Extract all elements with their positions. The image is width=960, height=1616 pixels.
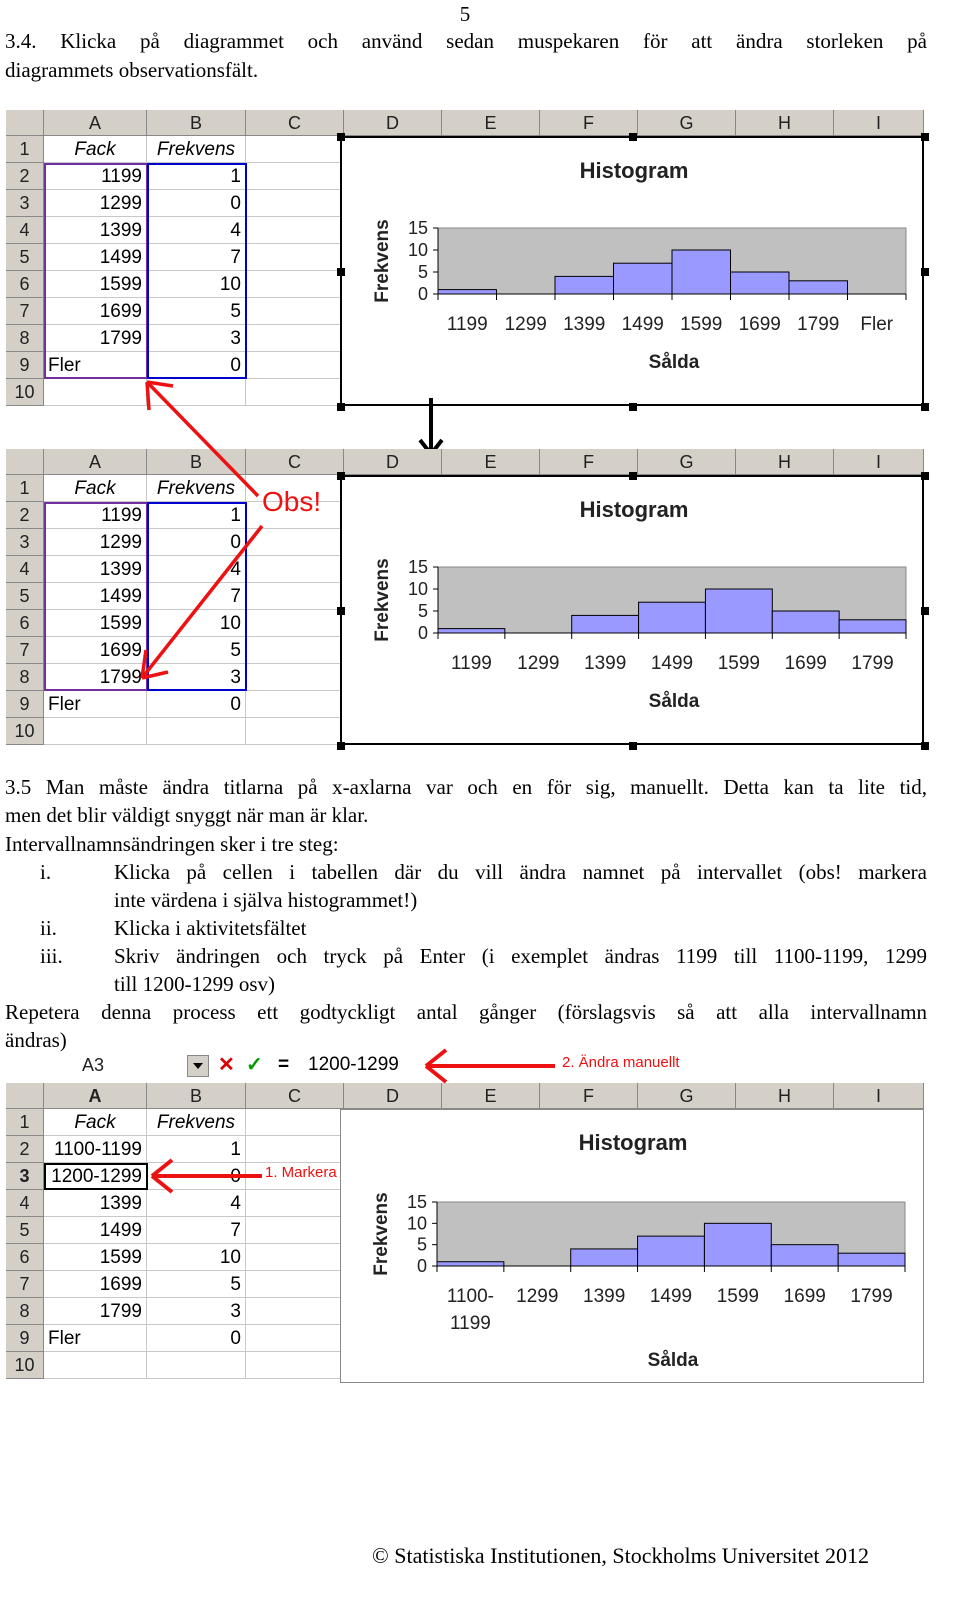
bar-2 [571, 1249, 638, 1266]
row-header-3[interactable]: 3 [6, 190, 44, 217]
cell-empty[interactable] [246, 637, 344, 664]
cell-empty[interactable] [246, 352, 344, 379]
select-all-corner[interactable] [6, 449, 44, 475]
cell-b6[interactable]: 10 [147, 271, 246, 298]
cell-b7[interactable]: 5 [147, 637, 246, 664]
step-iii-marker: iii. [40, 944, 63, 968]
page-number: 5 [459, 2, 471, 26]
cell-a8[interactable]: 1799 [44, 1298, 147, 1325]
chart-title: Histogram [578, 1130, 688, 1155]
x-axis-label: Sålda [648, 691, 700, 712]
step-iii-line-1: Skriv ändringen och tryck på Enter (i exemplet ändras 1199 till 1100-1199, 1299 [114, 944, 927, 968]
x-tick-label: 1100- [446, 1286, 495, 1307]
y-tick-label: 15 [407, 557, 428, 577]
cell-a8[interactable]: 1799 [44, 664, 147, 691]
cell-a6[interactable]: 1599 [44, 610, 147, 637]
row-header-6[interactable]: 6 [6, 610, 44, 637]
bar-4 [705, 589, 772, 633]
cell-b1[interactable]: Frekvens [147, 136, 246, 163]
cell-a9[interactable]: Fler [44, 1325, 147, 1352]
x-tick-label: 1199 [449, 1313, 491, 1334]
active-cell-a3[interactable] [44, 1163, 148, 1190]
row-header-2[interactable]: 2 [6, 502, 44, 529]
select-all-corner[interactable] [6, 110, 44, 136]
cell-a1[interactable]: Fack [44, 136, 147, 163]
cell-a3[interactable]: 1299 [44, 190, 147, 217]
cell-empty[interactable] [246, 610, 344, 637]
cell-empty[interactable] [246, 691, 344, 718]
x-tick-label: 1699 [783, 1286, 826, 1307]
formula-input-value: 1200-1299 [308, 1054, 399, 1075]
x-tick-label: 1399 [584, 653, 627, 674]
step-2-label: 2. Ändra manuellt [562, 1054, 680, 1071]
x-tick-label: 1299 [517, 653, 560, 674]
column-header-e[interactable]: E [442, 1083, 540, 1109]
formula-bar [6, 1052, 924, 1080]
histogram-chart[interactable] [340, 136, 924, 406]
section-35-line-1: 3.5 Man måste ändra titlarna på x-axlarna var och en för sig, manuellt. Detta kan ta lite tid, [5, 775, 927, 799]
steps-intro: Intervallnamnsändringen sker i tre steg: [5, 832, 339, 856]
y-tick-label: 10 [406, 1213, 427, 1234]
cell-b2[interactable]: 1 [147, 502, 246, 529]
y-axis-label: Frekvens [371, 1192, 392, 1276]
cell-a6[interactable]: 1599 [44, 271, 147, 298]
x-tick-label: 1299 [516, 1286, 559, 1307]
y-tick-label: 5 [417, 601, 428, 621]
cell-a4[interactable]: 1399 [44, 1190, 147, 1217]
y-tick-label: 10 [407, 579, 428, 599]
cell-a5[interactable]: 1499 [44, 1217, 147, 1244]
cell-a8[interactable]: 1799 [44, 325, 147, 352]
cell-a10[interactable] [44, 1352, 147, 1379]
cell-b3[interactable]: 0 [147, 1163, 246, 1190]
x-tick-label: Fler [860, 314, 894, 335]
cell-b2[interactable]: 1 [147, 163, 246, 190]
row-header-5[interactable]: 5 [6, 1217, 44, 1244]
cell-b7[interactable]: 5 [147, 1271, 246, 1298]
histogram-svg [341, 1110, 925, 1384]
selection-range-b [147, 163, 247, 379]
step-iii-line-2: till 1200-1299 osv) [114, 972, 275, 996]
repeat-line-2: ändras) [5, 1028, 67, 1052]
cell-empty[interactable] [246, 1244, 344, 1271]
bar-6 [839, 620, 906, 633]
select-all-corner[interactable] [6, 1083, 44, 1109]
cell-empty[interactable] [246, 1136, 344, 1163]
name-box-dropdown[interactable] [187, 1055, 209, 1077]
cell-b6[interactable]: 10 [147, 610, 246, 637]
x-tick-label: 1399 [563, 314, 606, 335]
spreadsheet-1 [6, 110, 924, 406]
cell-b10[interactable] [147, 379, 246, 406]
y-axis-label: Frekvens [372, 558, 393, 642]
cell-empty[interactable] [246, 1325, 344, 1352]
cell-empty[interactable] [246, 718, 344, 745]
column-header-i[interactable]: I [834, 449, 924, 475]
x-tick-label: 1799 [797, 314, 840, 335]
x-tick-label: 1599 [680, 314, 723, 335]
enter-button[interactable]: ✓ [246, 1054, 263, 1076]
row-header-1[interactable]: 1 [6, 475, 44, 502]
x-axis-label: Sålda [647, 1350, 699, 1371]
cell-a2[interactable]: 1199 [44, 163, 147, 190]
spreadsheet-2 [6, 449, 924, 745]
column-header-i[interactable]: I [834, 110, 924, 136]
x-tick-label: 1499 [650, 653, 694, 674]
cell-a10[interactable] [44, 379, 147, 406]
step-ii-marker: ii. [40, 916, 57, 940]
bar-5 [772, 611, 839, 633]
cell-a4[interactable]: 1399 [44, 217, 147, 244]
bar-6 [838, 1253, 905, 1266]
x-tick-label: 1599 [717, 653, 760, 674]
cell-a5[interactable]: 1499 [44, 244, 147, 271]
cell-b9[interactable]: 0 [147, 352, 246, 379]
cell-a6[interactable]: 1599 [44, 1244, 147, 1271]
cell-empty[interactable] [246, 1217, 344, 1244]
y-tick-label: 0 [417, 284, 428, 304]
bar-0 [437, 1262, 504, 1266]
x-tick-label: 1499 [621, 314, 664, 335]
column-header-f[interactable]: F [540, 1083, 638, 1109]
y-axis-label: Frekvens [372, 219, 393, 303]
cell-a1[interactable]: Fack [44, 1109, 147, 1136]
column-header-h[interactable]: H [736, 449, 834, 475]
row-header-5[interactable]: 5 [6, 583, 44, 610]
y-tick-label: 0 [417, 623, 428, 643]
column-header-g[interactable]: G [638, 449, 736, 475]
step-1-label: 1. Markera [265, 1164, 337, 1181]
spreadsheet-3 [6, 1083, 924, 1383]
row-header-1[interactable]: 1 [6, 1109, 44, 1136]
bar-4 [672, 250, 731, 294]
cell-b5[interactable]: 7 [147, 1217, 246, 1244]
histogram-chart[interactable] [340, 475, 924, 745]
cell-empty[interactable] [246, 136, 344, 163]
footer: © Statistiska Institutionen, Stockholms Universitet 2012 [372, 1543, 870, 1568]
name-box[interactable]: A3 [82, 1055, 105, 1075]
bar-0 [438, 629, 505, 633]
cell-a10[interactable] [44, 718, 147, 745]
cell-empty[interactable] [246, 379, 344, 406]
x-tick-label: 1199 [446, 314, 488, 335]
column-header-b[interactable]: B [147, 1083, 246, 1109]
cell-empty[interactable] [246, 583, 344, 610]
cell-empty[interactable] [246, 190, 344, 217]
cell-b8[interactable]: 3 [147, 664, 246, 691]
cell-b5[interactable]: 7 [147, 244, 246, 271]
row-header-5[interactable]: 5 [6, 244, 44, 271]
cancel-button[interactable]: ✕ [218, 1054, 235, 1076]
cell-empty[interactable] [246, 1352, 344, 1379]
bar-5 [771, 1245, 838, 1266]
x-tick-label: 1299 [504, 314, 547, 335]
column-header-c[interactable]: C [246, 110, 344, 136]
column-header-d[interactable]: D [344, 449, 442, 475]
bar-2 [555, 276, 614, 294]
column-header-a[interactable]: A [44, 110, 147, 136]
bar-3 [614, 263, 673, 294]
x-tick-label: 1399 [583, 1286, 626, 1307]
cell-b10[interactable] [147, 718, 246, 745]
cell-b2[interactable]: 1 [147, 1136, 246, 1163]
cell-b4[interactable]: 4 [147, 1190, 246, 1217]
row-header-2[interactable]: 2 [6, 163, 44, 190]
row-header-9[interactable]: 9 [6, 1325, 44, 1352]
cell-b10[interactable] [147, 1352, 246, 1379]
x-tick-label: 1799 [851, 653, 894, 674]
column-header-c[interactable]: C [246, 449, 344, 475]
column-header-f[interactable]: F [540, 449, 638, 475]
row-header-4[interactable]: 4 [6, 1190, 44, 1217]
x-tick-label: 1699 [738, 314, 781, 335]
row-header-10[interactable]: 10 [6, 718, 44, 745]
histogram-svg [342, 138, 926, 408]
column-header-d[interactable]: D [344, 110, 442, 136]
cell-empty[interactable] [246, 271, 344, 298]
cell-a9[interactable]: Fler [44, 352, 147, 379]
cell-b8[interactable]: 3 [147, 325, 246, 352]
column-header-h[interactable]: H [736, 110, 834, 136]
step-i-marker: i. [40, 860, 52, 884]
cell-b4[interactable]: 4 [147, 217, 246, 244]
obs-label: Obs! [262, 486, 322, 517]
cell-b4[interactable]: 4 [147, 556, 246, 583]
bar-0 [438, 290, 497, 294]
column-header-a[interactable]: A [44, 449, 147, 475]
cell-a7[interactable]: 1699 [44, 637, 147, 664]
bar-3 [638, 1236, 705, 1266]
y-tick-label: 5 [417, 262, 428, 282]
x-tick-label: 1599 [716, 1286, 759, 1307]
cell-b9[interactable]: 0 [147, 691, 246, 718]
cell-a9[interactable]: Fler [44, 691, 147, 718]
column-header-i[interactable]: I [834, 1083, 924, 1109]
cell-empty[interactable] [246, 298, 344, 325]
cell-empty[interactable] [246, 163, 344, 190]
cell-b9[interactable]: 0 [147, 1325, 246, 1352]
y-tick-label: 5 [416, 1234, 427, 1255]
row-header-4[interactable]: 4 [6, 217, 44, 244]
y-tick-label: 10 [407, 240, 428, 260]
column-header-g[interactable]: G [638, 1083, 736, 1109]
cell-empty[interactable] [246, 244, 344, 271]
cell-empty[interactable] [246, 217, 344, 244]
cell-a1[interactable]: Fack [44, 475, 147, 502]
column-header-b[interactable]: B [147, 110, 246, 136]
cell-a3[interactable]: 1299 [44, 529, 147, 556]
row-header-10[interactable]: 10 [6, 1352, 44, 1379]
step-i-line-2: inte värdena i själva histogrammet!) [114, 888, 418, 912]
row-header-4[interactable]: 4 [6, 556, 44, 583]
x-tick-label: 1799 [850, 1286, 893, 1307]
chevron-down-icon [193, 1063, 203, 1069]
cell-empty[interactable] [246, 325, 344, 352]
column-header-f[interactable]: F [540, 110, 638, 136]
column-header-g[interactable]: G [638, 110, 736, 136]
column-header-h[interactable]: H [736, 1083, 834, 1109]
cell-b3[interactable]: 0 [147, 190, 246, 217]
x-tick-label: 1199 [450, 653, 492, 674]
column-header-b[interactable]: B [147, 449, 246, 475]
cell-empty[interactable] [246, 1298, 344, 1325]
row-header-8[interactable]: 8 [6, 1298, 44, 1325]
column-header-c[interactable]: C [246, 1083, 344, 1109]
row-header-6[interactable]: 6 [6, 1244, 44, 1271]
intro-line-1: 3.4. Klicka på diagrammet och använd sedan muspekaren för att ändra storleken på [5, 29, 927, 53]
cell-b7[interactable]: 5 [147, 298, 246, 325]
row-header-7[interactable]: 7 [6, 637, 44, 664]
cell-b8[interactable]: 3 [147, 1298, 246, 1325]
y-tick-label: 0 [416, 1256, 427, 1276]
cell-empty[interactable] [246, 1109, 344, 1136]
row-header-8[interactable]: 8 [6, 664, 44, 691]
row-header-10[interactable]: 10 [6, 379, 44, 406]
cell-a4[interactable]: 1399 [44, 556, 147, 583]
cell-a2[interactable]: 1100-1199 [44, 1136, 147, 1163]
cell-a2[interactable]: 1199 [44, 502, 147, 529]
cell-b1[interactable]: Frekvens [147, 1109, 246, 1136]
bar-3 [639, 602, 706, 633]
row-header-9[interactable]: 9 [6, 691, 44, 718]
column-header-a[interactable]: A [44, 1083, 147, 1109]
row-header-7[interactable]: 7 [6, 1271, 44, 1298]
cell-empty[interactable] [246, 664, 344, 691]
selection-range-a [44, 502, 148, 691]
column-header-e[interactable]: E [442, 110, 540, 136]
row-header-1[interactable]: 1 [6, 136, 44, 163]
column-header-d[interactable]: D [344, 1083, 442, 1109]
row-header-2[interactable]: 2 [6, 1136, 44, 1163]
cell-a7[interactable]: 1699 [44, 1271, 147, 1298]
cell-a3[interactable]: 1200-1299 [44, 1163, 147, 1190]
step-ii-line-1: Klicka i aktivitetsfältet [114, 916, 307, 940]
bar-5 [731, 272, 790, 294]
row-header-7[interactable]: 7 [6, 298, 44, 325]
cell-b6[interactable]: 10 [147, 1244, 246, 1271]
formula-input[interactable] [302, 1052, 472, 1078]
bar-2 [572, 615, 639, 633]
row-header-3[interactable]: 3 [6, 529, 44, 556]
column-header-e[interactable]: E [442, 449, 540, 475]
selection-range-b [147, 502, 247, 691]
y-tick-label: 15 [406, 1192, 427, 1212]
insert-function-button[interactable]: = [278, 1054, 290, 1075]
bar-6 [789, 281, 848, 294]
row-header-9[interactable]: 9 [6, 352, 44, 379]
step-i-line-1: Klicka på cellen i tabellen där du vill ändra namnet på intervallet (obs! markera [114, 860, 927, 884]
row-header-8[interactable]: 8 [6, 325, 44, 352]
chart-title: Histogram [579, 158, 689, 183]
y-tick-label: 15 [407, 218, 428, 238]
x-axis-label: Sålda [648, 352, 700, 373]
x-tick-label: 1699 [784, 653, 827, 674]
cell-b5[interactable]: 7 [147, 583, 246, 610]
cell-empty[interactable] [246, 1271, 344, 1298]
cell-empty[interactable] [246, 556, 344, 583]
chart-title: Histogram [579, 497, 689, 522]
cell-b3[interactable]: 0 [147, 529, 246, 556]
histogram-chart[interactable] [340, 1109, 924, 1383]
row-header-3[interactable]: 3 [6, 1163, 44, 1190]
histogram-svg [342, 477, 926, 747]
repeat-line-1: Repetera denna process ett godtyckligt antal gånger (förslagsvis så att alla intervallnamn [5, 1000, 927, 1024]
cell-empty[interactable] [246, 529, 344, 556]
x-tick-label: 1499 [649, 1286, 693, 1307]
cell-a5[interactable]: 1499 [44, 583, 147, 610]
selection-range-a [44, 163, 148, 379]
section-35-line-2: men det blir väldigt snyggt när man är klar. [5, 803, 369, 827]
intro-line-2: diagrammets observationsfält. [5, 58, 259, 82]
bar-4 [704, 1223, 771, 1266]
cell-empty[interactable] [246, 1190, 344, 1217]
row-header-6[interactable]: 6 [6, 271, 44, 298]
cell-a7[interactable]: 1699 [44, 298, 147, 325]
cell-b1[interactable]: Frekvens [147, 475, 246, 502]
